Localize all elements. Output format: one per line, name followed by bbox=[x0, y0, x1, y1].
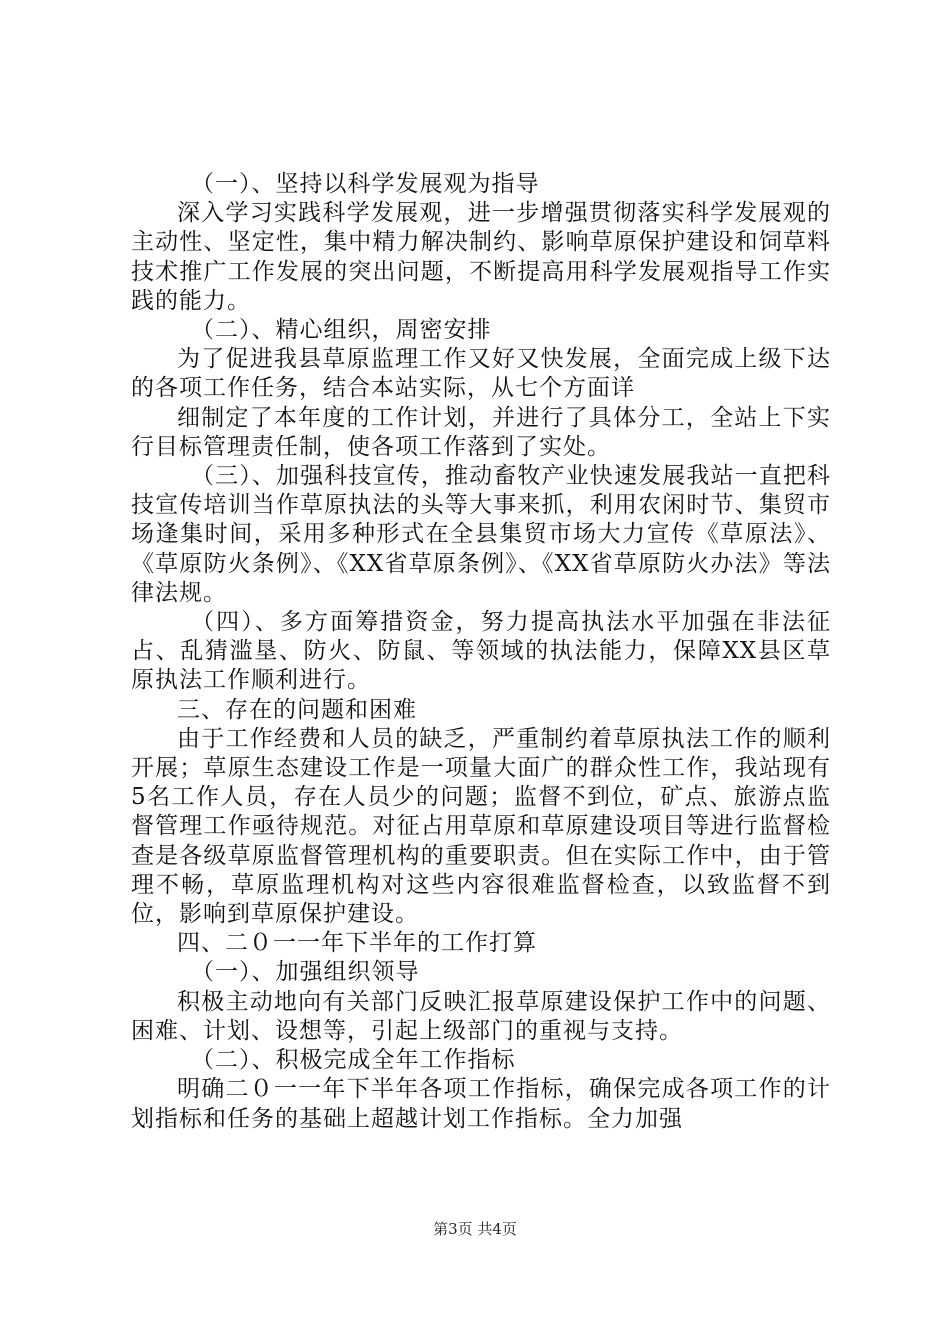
paragraph-1-2a: 为了促进我县草原监理工作又好又快发展，全面完成上级下达的各项工作任务，结合本站实际，从七个方面详 bbox=[131, 346, 831, 402]
paragraph-1-1: 深入学习实践科学发展观，进一步增强贯彻落实科学发展观的主动性、坚定性，集中精力解决制约、影响草原保护建设和饲草料技术推广工作发展的突出问题，不断提高用科学发展观指导工作实践的能力。 bbox=[131, 200, 831, 314]
section-heading-3: 三、存在的问题和困难 bbox=[177, 696, 417, 723]
heading-4-1: （一）、加强组织领导 bbox=[191, 959, 420, 986]
section-heading-4: 四、二０一一年下半年的工作打算 bbox=[177, 930, 537, 957]
heading-4-2: （二）、积极完成全年工作指标 bbox=[191, 1047, 516, 1074]
heading-1-1: （一）、坚持以科学发展观为指导 bbox=[191, 171, 540, 197]
paragraph-4-2: 明确二０一一年下半年各项工作指标，确保完成各项工作的计划指标和任务的基础上超越计划工作指标。全力加强 bbox=[131, 1076, 831, 1132]
paragraph-1-2b: 细制定了本年度的工作计划，并进行了具体分工，全站上下实行目标管理责任制，使各项工作落到了实处。 bbox=[131, 404, 831, 460]
page-number-footer: 第3页 共4页 bbox=[433, 1220, 517, 1238]
paragraph-4-1: 积极主动地向有关部门反映汇报草原建设保护工作中的问题、困难、计划、设想等，引起上级部门的重视与支持。 bbox=[131, 988, 831, 1044]
document-body bbox=[131, 170, 831, 1134]
paragraph-1-4: （四）、多方面筹措资金，努力提高执法水平加强在非法征占、乱猜滥垦、防火、防鼠、等领域的执法能力，保障XX县区草原执法工作顺利进行。 bbox=[131, 609, 831, 694]
heading-1-2: （二）、精心组织，周密安排 bbox=[191, 317, 492, 344]
paragraph-1-3: （三）、加强科技宣传，推动畜牧产业快速发展我站一直把科技宣传培训当作草原执法的头等大事来抓，利用农闲时节、集贸市场逢集时间，采用多种形式在全县集贸市场大力宣传《草原法》、《草原防火条例》、《XX省草原条例》、《XX省草原防火办法》等法律法规。 bbox=[131, 463, 831, 606]
paragraph-3: 由于工作经费和人员的缺乏，严重制约着草原执法工作的顺利开展；草原生态建设工作是一项量大面广的群众性工作，我站现有5名工作人员，存在人员少的问题；监督不到位，矿点、旅游点监督管理工作亟待规范。对征占用草原和草原建设项目等进行监督检查是各级草原监督管理机构的重要职责。但在实际工作中，由于管理不畅，草原监理机构对这些内容很难监督检查，以致监督不到位，影响到草原保护建设。 bbox=[131, 725, 831, 928]
